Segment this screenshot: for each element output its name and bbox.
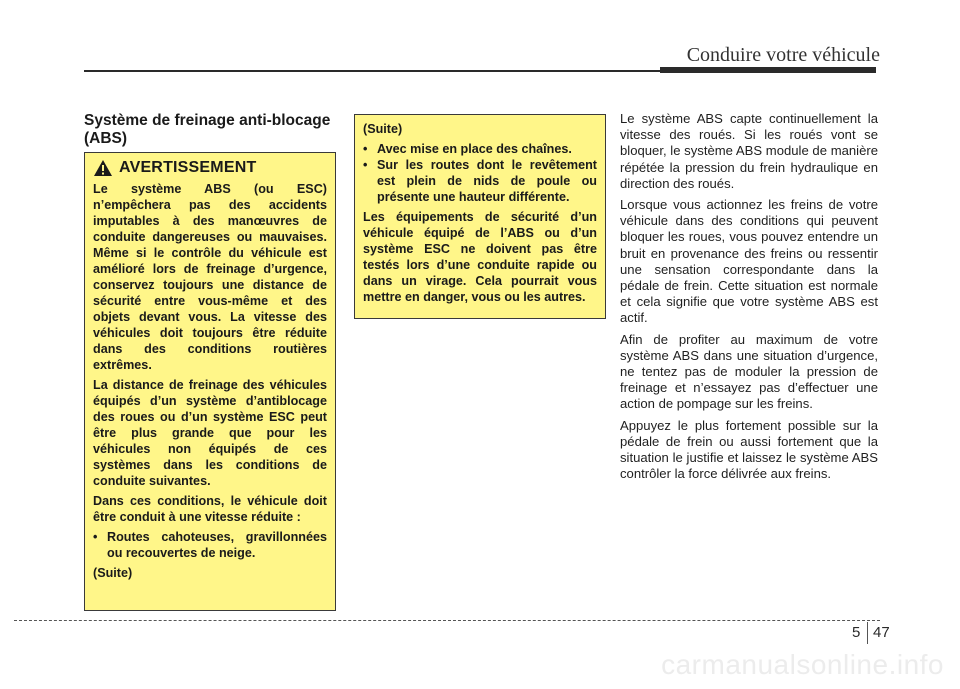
warning-triangle-icon	[93, 159, 113, 177]
continued-paragraph: Les équipements de sécurité d’un véhicule équipé de l’ABS ou d’un système ESC ne doivent pas être testés lors d’une conduite rapide ou dans un virage. Cela pourrait vous mettre en danger, vous ou les autres.	[363, 210, 597, 304]
body-text-column	[620, 111, 878, 487]
body-paragraph: Appuyez le plus fortement possible sur la pédale de frein ou aussi fortement que la situation le justifie et laissez le système ABS contrôler la force délivrée aux freins.	[620, 417, 878, 482]
warning-paragraph: Dans ces conditions, le véhicule doit être conduit à une vitesse réduite :	[93, 494, 327, 524]
header-rule-accent	[660, 67, 876, 73]
header-rule	[84, 70, 660, 72]
warning-suite: (Suite)	[93, 566, 133, 580]
warning-box	[84, 152, 336, 611]
warning-list	[93, 529, 327, 561]
body-paragraph: Le système ABS capte continuellement la vitesse des roués. Si les roués vont se bloquer, le système ABS module de manière répétée la pression du frein hydraulique en direction des roués.	[620, 111, 878, 191]
page-number: 47	[873, 624, 890, 641]
section-title: Système de freinage anti-blocage (ABS)	[84, 112, 331, 147]
warning-paragraph: La distance de freinage des véhicules équipés d’un système d’antiblocage des roues ou d’un système ESC peut être plus grande que pour les véhicules non équipés de ces systèmes dans les conditions de conduite suivantes.	[93, 378, 327, 488]
body-paragraph: Afin de profiter au maximum de votre système ABS dans une situation d’urgence, ne tentez pas de moduler la pression de freinage et n’essayez pas d’effectuer une action de pompage sur les freins.	[620, 331, 878, 412]
warning-title: AVERTISSEMENT	[119, 159, 257, 176]
continued-suite: (Suite)	[363, 122, 403, 136]
continued-bullet: • Sur les routes dont le revêtement est plein de nids de poule ou présente une hauteur différente.	[363, 157, 597, 205]
continued-list	[363, 141, 597, 205]
body-paragraph: Lorsque vous actionnez les freins de votre véhicule dans des conditions qui peuvent bloquer les roues, vous pouvez entendre un bruit en provenance des freins ou ressentir une sensation correspondante dans la pédale de frein. Cette situation est normale et cela signifie que votre système ABS est actif.	[620, 197, 878, 326]
chapter-number: 5	[852, 624, 861, 641]
footer-rule	[14, 620, 880, 621]
warning-bullet: • Routes cahoteuses, gravillonnées ou recouvertes de neige.	[93, 529, 327, 561]
page-number-divider	[867, 622, 868, 644]
continued-warning-box	[354, 114, 606, 319]
continued-bullet: • Avec mise en place des chaînes.	[363, 141, 597, 157]
warning-header	[93, 159, 327, 177]
watermark: carmanualsonline.info	[661, 649, 944, 680]
page-header-title: Conduire votre véhicule	[686, 44, 880, 66]
warning-paragraph: Le système ABS (ou ESC) n’empêchera pas des accidents imputables à des manœuvres de conduite dangereuses ou mauvaises. Même si le contrôle du véhicule est amélioré lors de freinage d’urgence, conservez toujours une distance de sécurité entre vous-même et des objets devant vous. La vitesse des véhicules doit toujours être réduite dans des conditions routières extrêmes.	[93, 182, 327, 372]
